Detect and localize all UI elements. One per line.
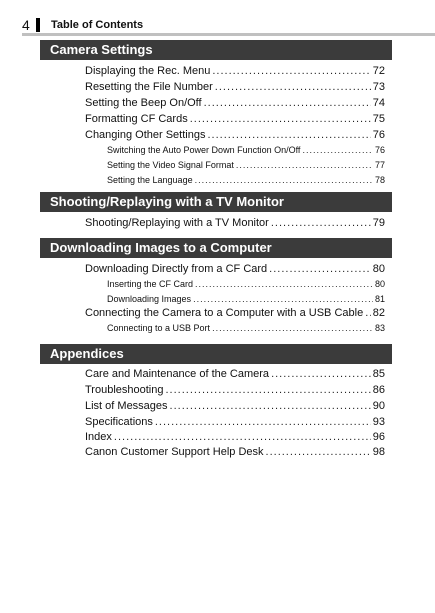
toc-entry-label: Inserting the CF Card bbox=[107, 279, 194, 289]
dot-leader bbox=[271, 215, 371, 231]
dot-leader bbox=[155, 414, 371, 430]
section-heading-downloading-images: Downloading Images to a Computer bbox=[40, 238, 392, 258]
toc-entry[interactable] bbox=[85, 63, 385, 79]
toc-entry[interactable] bbox=[85, 95, 385, 111]
toc-entry-page: 96 bbox=[372, 431, 385, 443]
dot-leader bbox=[302, 142, 373, 158]
toc-entry-page: 83 bbox=[374, 323, 385, 333]
toc-subentry[interactable] bbox=[107, 142, 385, 158]
toc-entry[interactable] bbox=[85, 261, 385, 277]
toc-entry[interactable] bbox=[85, 366, 385, 382]
page-title: Table of Contents bbox=[51, 19, 144, 31]
header-marker-bar bbox=[36, 18, 40, 32]
toc-entry-label: Downloading Images bbox=[107, 294, 192, 304]
toc-entry-page: 81 bbox=[374, 294, 385, 304]
dot-leader bbox=[195, 276, 373, 292]
header-rule bbox=[22, 33, 435, 36]
dot-leader bbox=[195, 172, 373, 188]
toc-entry-page: 72 bbox=[372, 65, 385, 77]
toc-entry-page: 90 bbox=[372, 400, 385, 412]
toc-entry-label: Downloading Directly from a CF Card bbox=[85, 263, 268, 275]
toc-entry-label: Resetting the File Number bbox=[85, 81, 213, 93]
toc-entry-page: 75 bbox=[372, 113, 385, 125]
toc-entry[interactable] bbox=[85, 215, 385, 231]
toc-entry-page: 74 bbox=[372, 97, 385, 109]
dot-leader bbox=[207, 127, 370, 143]
toc-entry-page: 76 bbox=[372, 129, 385, 141]
page-number: 4 bbox=[22, 17, 30, 33]
section-heading-tv-monitor: Shooting/Replaying with a TV Monitor bbox=[40, 192, 392, 212]
dot-leader bbox=[266, 444, 371, 460]
toc-entry-label: Care and Maintenance of the Camera bbox=[85, 368, 270, 380]
toc-entry[interactable] bbox=[85, 414, 385, 430]
toc-subentry[interactable] bbox=[107, 157, 385, 173]
toc-entry-label: Specifications bbox=[85, 416, 153, 428]
toc-entry-page: 93 bbox=[372, 416, 385, 428]
toc-entry-label: Setting the Video Signal Format bbox=[107, 160, 234, 170]
toc-entry[interactable] bbox=[85, 429, 385, 445]
section-heading-appendices: Appendices bbox=[40, 344, 392, 364]
dot-leader bbox=[190, 111, 371, 127]
toc-entry[interactable] bbox=[85, 398, 385, 414]
toc-entry-label: Shooting/Replaying with a TV Monitor bbox=[85, 217, 269, 229]
toc-entry-page: 80 bbox=[374, 279, 385, 289]
toc-entry-label: Switching the Auto Power Down Function On/Off bbox=[107, 145, 301, 155]
toc-subentry[interactable] bbox=[107, 276, 385, 292]
dot-leader bbox=[236, 157, 373, 173]
dot-leader bbox=[269, 261, 371, 277]
dot-leader bbox=[165, 382, 370, 398]
toc-entry-page: 80 bbox=[372, 263, 385, 275]
dot-leader bbox=[212, 63, 370, 79]
toc-entry-label: Connecting the Camera to a Computer with a USB Cable bbox=[85, 307, 364, 319]
toc-entry-label: List of Messages bbox=[85, 400, 168, 412]
toc-entry-page: 86 bbox=[372, 384, 385, 396]
toc-entry-page: 78 bbox=[374, 175, 385, 185]
toc-entry-label: Troubleshooting bbox=[85, 384, 164, 396]
toc-entry-page: 79 bbox=[372, 217, 385, 229]
toc-entry-label: Setting the Beep On/Off bbox=[85, 97, 202, 109]
page-header bbox=[22, 17, 435, 35]
dot-leader bbox=[170, 398, 371, 414]
toc-entry-label: Connecting to a USB Port bbox=[107, 323, 211, 333]
dot-leader bbox=[204, 95, 371, 111]
toc-entry[interactable] bbox=[85, 79, 385, 95]
toc-entry[interactable] bbox=[85, 382, 385, 398]
toc-entry-label: Formatting CF Cards bbox=[85, 113, 188, 125]
toc-entry-label: Setting the Language bbox=[107, 175, 193, 185]
toc-entry-page: 73 bbox=[372, 81, 385, 93]
toc-entry-label: Displaying the Rec. Menu bbox=[85, 65, 211, 77]
dot-leader bbox=[365, 305, 371, 321]
toc-entry-page: 77 bbox=[374, 160, 385, 170]
toc-entry-label: Canon Customer Support Help Desk bbox=[85, 446, 264, 458]
toc-entry-page: 85 bbox=[372, 368, 385, 380]
section-heading-camera-settings: Camera Settings bbox=[40, 40, 392, 60]
toc-entry-page: 76 bbox=[374, 145, 385, 155]
toc-subentry[interactable] bbox=[107, 172, 385, 188]
toc-entry[interactable] bbox=[85, 444, 385, 460]
toc-entry-page: 98 bbox=[372, 446, 385, 458]
dot-leader bbox=[114, 429, 371, 445]
toc-entry[interactable] bbox=[85, 127, 385, 143]
toc-entry[interactable] bbox=[85, 111, 385, 127]
toc-entry-label: Changing Other Settings bbox=[85, 129, 206, 141]
toc-entry-label: Index bbox=[85, 431, 112, 443]
toc-entry[interactable] bbox=[85, 305, 385, 321]
dot-leader bbox=[215, 79, 371, 95]
dot-leader bbox=[271, 366, 371, 382]
toc-entry-page: 82 bbox=[372, 307, 385, 319]
dot-leader bbox=[212, 320, 373, 336]
toc-subentry[interactable] bbox=[107, 320, 385, 336]
